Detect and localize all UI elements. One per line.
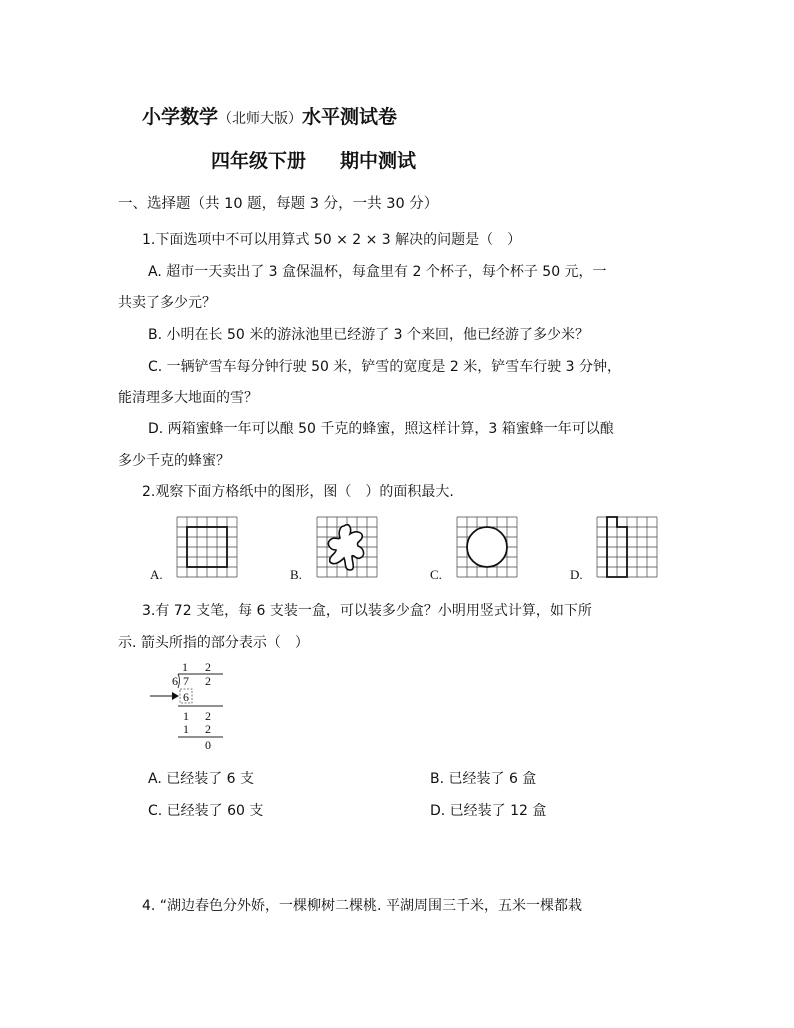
q1-option-c-line1: C. 一辆铲雪车每分钟行驶 50 米，铲雪的宽度是 2 米，铲雪车行驶 3 分钟， — [148, 359, 622, 375]
q4-stem: 4. “湖边春色分外娇，一棵柳树二棵桃. 平湖周围三千米，五米一棵都栽 — [142, 898, 582, 914]
final-remainder: 0 — [205, 738, 211, 752]
page-subtitle — [211, 146, 416, 173]
q3-stem-line2: 示. 箭头所指的部分表示（ ） — [118, 635, 309, 651]
remainder-digit-1: 1 — [183, 709, 189, 723]
section-heading: 一、选择题（共 10 题，每题 3 分，一共 30 分） — [118, 196, 439, 212]
q3-option-a: A. 已经装了 6 支 — [148, 771, 255, 787]
quotient-digit-2: 2 — [205, 660, 211, 674]
title-suffix: 水平测试卷 — [302, 106, 398, 128]
arrow-icon — [172, 692, 179, 700]
figure-b-label: B. — [290, 567, 302, 582]
quotient-digit-1: 1 — [182, 660, 188, 674]
division-lines — [148, 658, 238, 754]
q1-option-d-line1: D. 两箱蜜蜂一年可以酿 50 千克的蜂蜜，照这样计算，3 箱蜜蜂一年可以酿 — [148, 421, 614, 437]
figure-d-label: D. — [570, 567, 583, 582]
irregular-shape — [328, 525, 363, 570]
dividend-digit-1: 7 — [183, 674, 189, 688]
grid-lines — [177, 517, 237, 577]
q1-option-b: B. 小明在长 50 米的游泳池里已经游了 3 个来回，他已经游了多少米？ — [148, 327, 590, 343]
q1-stem: 1.下面选项中不可以用算式 50 × 2 × 3 解决的问题是（ ） — [142, 232, 522, 248]
subtract-digit-1: 1 — [183, 722, 189, 736]
q1-option-c-line2: 能清理多大地面的雪？ — [118, 390, 258, 406]
page-title — [142, 102, 397, 129]
remainder-digit-2: 2 — [205, 709, 211, 723]
grid-figure-a — [176, 516, 238, 578]
exam-label: 期中测试 — [340, 150, 417, 172]
q1-option-a-line2: 共卖了多少元？ — [118, 295, 216, 311]
figure-a-label: A. — [150, 567, 163, 582]
figure-c-label: C. — [430, 567, 442, 582]
circle-shape — [467, 527, 507, 567]
grid-figure-b — [316, 516, 378, 578]
step1-product: 6 — [183, 690, 189, 704]
title-main: 小学数学 — [142, 106, 219, 128]
long-division-figure — [148, 658, 238, 754]
dashed-highlight-box — [180, 689, 192, 703]
dividend-digit-2: 2 — [205, 674, 211, 688]
q3-option-c: C. 已经装了 60 支 — [148, 803, 264, 819]
divisor: 6 — [172, 674, 178, 688]
q2-stem: 2.观察下面方格纸中的图形，图（ ）的面积最大. — [142, 484, 454, 500]
q3-stem-line1: 3.有 72 支笔，每 6 支装一盒，可以装多少盒？小明用竖式计算，如下所 — [142, 603, 592, 619]
grade-label: 四年级下册 — [211, 150, 307, 172]
grid-figure-d — [596, 516, 658, 578]
q3-option-d: D. 已经装了 12 盒 — [430, 803, 547, 819]
grid-figure-c — [456, 516, 518, 578]
title-edition: （北师大版） — [218, 111, 303, 127]
q1-option-a-line1: A. 超市一天卖出了 3 盒保温杯，每盒里有 2 个杯子，每个杯子 50 元，一 — [148, 264, 607, 280]
q3-option-b: B. 已经装了 6 盒 — [430, 771, 537, 787]
q1-option-d-line2: 多少千克的蜂蜜？ — [118, 453, 230, 469]
subtract-digit-2: 2 — [205, 722, 211, 736]
